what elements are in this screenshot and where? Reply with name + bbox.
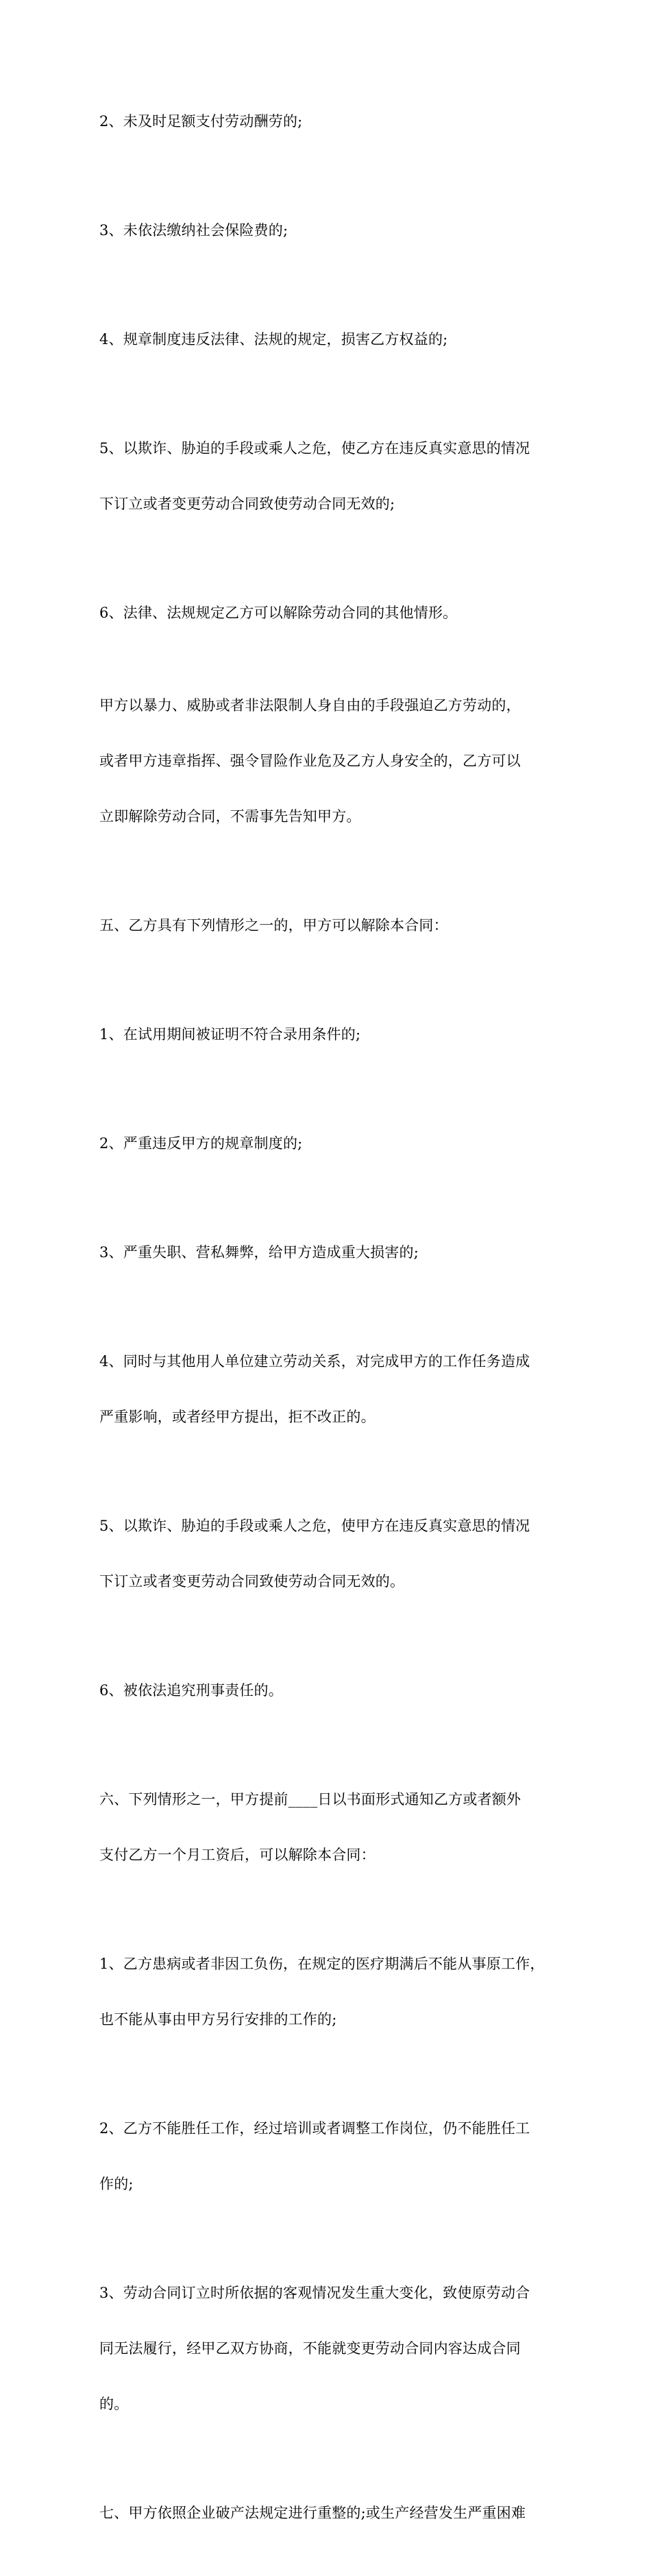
- section-5-item-5: [99, 1480, 565, 1628]
- text-line: 或者甲方违章指挥、强令冒险作业危及乙方人身安全的，乙方可以: [99, 753, 521, 769]
- text-line: 支付乙方一个月工资后，可以解除本合同：: [99, 1847, 376, 1863]
- text-line: 6、被依法追究刑事责任的。: [99, 1682, 283, 1699]
- section-5-item-2: [99, 1097, 565, 1190]
- text-line: 七、甲方依照企业破产法规定进行重整的;或生产经营发生严重困难: [99, 2505, 526, 2521]
- text-line: 2、乙方不能胜任工作，经过培训或者调整工作岗位，仍不能胜任工: [99, 2120, 530, 2137]
- text-line: 5、以欺诈、胁迫的手段或乘人之危，使甲方在违反真实意思的情况: [99, 1518, 530, 1534]
- section-5-item-3: [99, 1206, 565, 1299]
- immediate-termination-paragraph: [99, 659, 565, 863]
- text-line: 3、劳动合同订立时所依据的客观情况发生重大变化，致使原劳动合: [99, 2285, 530, 2301]
- text-line: 六、下列情形之一，甲方提前____日以书面形式通知乙方或者额外: [99, 1791, 521, 1808]
- clause-2-unpaid-wages: [99, 75, 565, 168]
- text-line: 2、严重违反甲方的规章制度的;: [99, 1135, 303, 1152]
- text-line: 的。: [99, 2396, 129, 2412]
- text-line: 也不能从事由甲方另行安排的工作的;: [99, 2011, 337, 2028]
- section-6-heading: [99, 1753, 565, 1901]
- text-line: 6、法律、法规规定乙方可以解除劳动合同的其他情形。: [99, 605, 458, 621]
- section-5-item-4: [99, 1315, 565, 1463]
- text-line: 5、以欺诈、胁迫的手段或乘人之危，使乙方在违反真实意思的情况: [99, 440, 530, 457]
- section-5-heading: [99, 879, 565, 972]
- section-7-heading: [99, 2467, 565, 2560]
- clause-4-rules-violation: [99, 293, 565, 386]
- text-line: 3、未依法缴纳社会保险费的;: [99, 222, 288, 239]
- section-6-item-2: [99, 2082, 565, 2231]
- text-line: 1、在试用期间被证明不符合录用条件的;: [99, 1026, 361, 1043]
- section-6-item-1: [99, 1918, 565, 2066]
- section-5-item-1: [99, 988, 565, 1081]
- document-body: [99, 75, 565, 2576]
- text-line: 2、未及时足额支付劳动酬劳的;: [99, 113, 303, 130]
- text-line: 1、乙方患病或者非因工负伤，在规定的医疗期满后不能从事原工作，: [99, 1956, 545, 1972]
- text-line: 3、严重失职、营私舞弊，给甲方造成重大损害的;: [99, 1244, 419, 1261]
- clause-3-social-insurance: [99, 184, 565, 277]
- clause-6-other-circumstances: [99, 567, 565, 659]
- text-line: 同无法履行，经甲乙双方协商，不能就变更劳动合同内容达成合同: [99, 2340, 521, 2357]
- text-line: 甲方以暴力、威胁或者非法限制人身自由的手段强迫乙方劳动的，: [99, 697, 521, 714]
- text-line: 下订立或者变更劳动合同致使劳动合同无效的。: [99, 1573, 405, 1590]
- text-line: 下订立或者变更劳动合同致使劳动合同无效的;: [99, 496, 395, 512]
- text-line: 严重影响，或者经甲方提出，拒不改正的。: [99, 1409, 376, 1425]
- section-6-item-3: [99, 2247, 565, 2451]
- section-5-item-6: [99, 1644, 565, 1737]
- text-line: 4、同时与其他用人单位建立劳动关系，对完成甲方的工作任务造成: [99, 1353, 530, 1370]
- text-line: 五、乙方具有下列情形之一的，甲方可以解除本合同：: [99, 917, 448, 934]
- clause-5-fraud-employee: [99, 402, 565, 550]
- text-line: 立即解除劳动合同，不需事先告知甲方。: [99, 808, 361, 825]
- text-line: 作的;: [99, 2176, 134, 2192]
- text-line: 4、规章制度违反法律、法规的规定，损害乙方权益的;: [99, 331, 448, 348]
